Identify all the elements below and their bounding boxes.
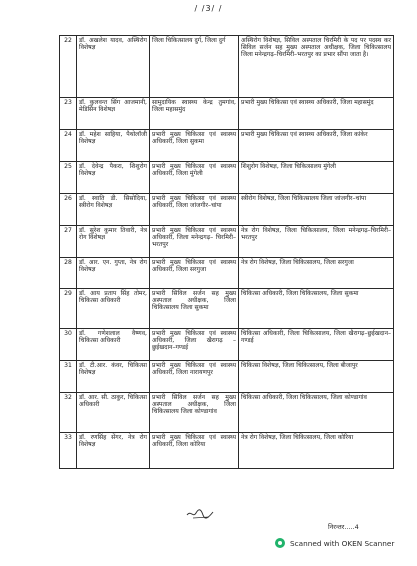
table-row [60, 289, 394, 329]
current-posting: सामुदायिक स्वास्थ्य केन्द्र तुमगांव, जिला महासमुंद [150, 98, 239, 130]
officer-name: डॉ. गणेशलाल वैष्णव, चिकित्सा अधिकारी [77, 329, 150, 361]
new-posting: चिकित्सा अधिकारी, जिला चिकित्सालय, जिला खैरागढ़–छुईखदान–गण्डई [239, 329, 394, 361]
new-posting: प्रभारी मुख्य चिकित्सा एवं स्वास्थ्य अधिकारी, जिला महासमुंद [239, 98, 394, 130]
new-posting: प्रभारी मुख्य चिकित्सा एवं स्वास्थ्य अधिकारी, जिला कांकेर [239, 130, 394, 162]
table-row [60, 226, 394, 258]
serial-number: 33 [60, 433, 77, 469]
officer-name: डॉ. आर. सी. ठाकुर, चिकित्सा अधिकारी [77, 393, 150, 433]
serial-number: 26 [60, 194, 77, 226]
officer-name: डॉ. टी.आर. कंवर, चिकित्सा विशेषज्ञ [77, 361, 150, 393]
table-row [60, 162, 394, 194]
serial-number: 28 [60, 258, 77, 289]
table-row [60, 393, 394, 433]
current-posting: प्रभारी मुख्य चिकित्सा एवं स्वास्थ्य अधिकारी, जिला खैरागढ़ – छुईखदान–गण्डई [150, 329, 239, 361]
new-posting: चिकित्सा अधिकारी, जिला चिकित्सालय, जिला सुकमा [239, 289, 394, 329]
table-row [60, 361, 394, 393]
signature-mark [185, 506, 215, 520]
table-row [60, 258, 394, 289]
officer-name: डॉ. कुलवन्त सिंग आजमानी, मेडिसिन विशेषज्ञ [77, 98, 150, 130]
current-posting: प्रभारी मुख्य चिकित्सा एवं स्वास्थ्य अधिकारी, जिला सुकमा [150, 130, 239, 162]
serial-number: 27 [60, 226, 77, 258]
new-posting: चिकित्सा विशेषज्ञ, जिला चिकित्सालय, जिला बीजापुर [239, 361, 394, 393]
new-posting: स्त्रीरोग विशेषज्ञ, जिला चिकित्सालय जिला जांजगीर–चांपा [239, 194, 394, 226]
serial-number: 31 [60, 361, 77, 393]
current-posting: प्रभारी मुख्य चिकित्सा एवं स्वास्थ्य अधिकारी, जिला मनेन्द्रगढ़– चिरमिरी–भरतपुर [150, 226, 239, 258]
table-row [60, 36, 394, 98]
current-posting: प्रभारी मुख्य चिकित्सा एवं स्वास्थ्य अधिकारी, जिला मुंगेली [150, 162, 239, 194]
oken-scanner-logo-icon [275, 538, 285, 548]
table-row [60, 329, 394, 361]
officer-name: डॉ. देवेन्द्र पैकरा, शिशुरोग विशेषज्ञ [77, 162, 150, 194]
new-posting: नेत्र रोग विशेषज्ञ, जिला चिकित्सालय, जिला कोरिया [239, 433, 394, 469]
current-posting: प्रभारी सिविल सर्जन सह मुख्य अस्पताल अधीक्षक, जिला चिकित्सालय जिला सुकमा [150, 289, 239, 329]
serial-number: 32 [60, 393, 77, 433]
new-posting: अस्थिरोग विशेषज्ञ, सिविल अस्पताल चिरमिरी के पद पर पदस्थ कर सिविल सर्जन सह मुख्य अस्पताल अधीक्षक, जिला चिकित्सालय जिला मनेन्द्रगढ़–चिरमिरी–भरतपुर का प्रभार सौंपा जाता है। [239, 36, 394, 98]
officer-name: डॉ. स्वाति डी. सिसोदिया, स्त्रीरोग विशेषज्ञ [77, 194, 150, 226]
serial-number: 22 [60, 36, 77, 98]
table-row [60, 98, 394, 130]
current-posting: प्रभारी मुख्य चिकित्सा एवं स्वास्थ्य अधिकारी, जिला नारायणपुर [150, 361, 239, 393]
serial-number: 23 [60, 98, 77, 130]
officer-name: डॉ. अखलेश यादव, अस्थिरोग विशेषज्ञ [77, 36, 150, 98]
page-number: / /3/ / [194, 4, 223, 13]
serial-number: 24 [60, 130, 77, 162]
current-posting: प्रभारी मुख्य चिकित्सा एवं स्वास्थ्य अधिकारी, जिला सरगुजा [150, 258, 239, 289]
table-row [60, 130, 394, 162]
serial-number: 25 [60, 162, 77, 194]
current-posting: प्रभारी मुख्य चिकित्सा एवं स्वास्थ्य अधिकारी, जिला जांजगीर–चांपा [150, 194, 239, 226]
current-posting: जिला चिकित्सालय दुर्ग, जिला दुर्ग [150, 36, 239, 98]
scanner-watermark [275, 536, 415, 550]
table-row [60, 194, 394, 226]
officer-name: डॉ. आय प्रताप सिंह तोमर, चिकित्सा अधिकारी [77, 289, 150, 329]
current-posting: प्रभारी मुख्य चिकित्सा एवं स्वास्थ्य अधिकारी, जिला कोरिया [150, 433, 239, 469]
officer-name: डॉ. आर. एन. गुप्ता, नेत्र रोग विशेषज्ञ [77, 258, 150, 289]
new-posting: नेत्र रोग विशेषज्ञ, जिला चिकित्सालय, जिला सरगुजा [239, 258, 394, 289]
serial-number: 29 [60, 289, 77, 329]
current-posting: प्रभारी सिविल सर्जन सह मुख्य अस्पताल अधीक्षक, जिला चिकित्सालय जिला कोण्डागांव [150, 393, 239, 433]
posting-table [59, 35, 394, 469]
officer-name: डॉ. महेश साहिया, पैथोलॉजी विशेषज्ञ [77, 130, 150, 162]
new-posting: शिशुरोग विशेषज्ञ, जिला चिकित्सालय मुंगेली [239, 162, 394, 194]
officer-name: डॉ. रणसिंह सेंगर, नेत्र रोग विशेषज्ञ [77, 433, 150, 469]
continued-note: निरन्तर.....4 [328, 523, 359, 531]
serial-number: 30 [60, 329, 77, 361]
officer-name: डॉ. सुरेश कुमार तिवारी, नेत्र रोग विशेषज्ञ [77, 226, 150, 258]
scanner-text: Scanned with OKEN Scanner [290, 538, 395, 548]
new-posting: चिकित्सा अधिकारी, जिला चिकित्सालय, जिला कोण्डागांव [239, 393, 394, 433]
table-row [60, 433, 394, 469]
new-posting: नेत्र रोग विशेषज्ञ, जिला चिकित्सालय, जिला मनेन्द्रगढ़–चिरमिरी–भरतपुर [239, 226, 394, 258]
